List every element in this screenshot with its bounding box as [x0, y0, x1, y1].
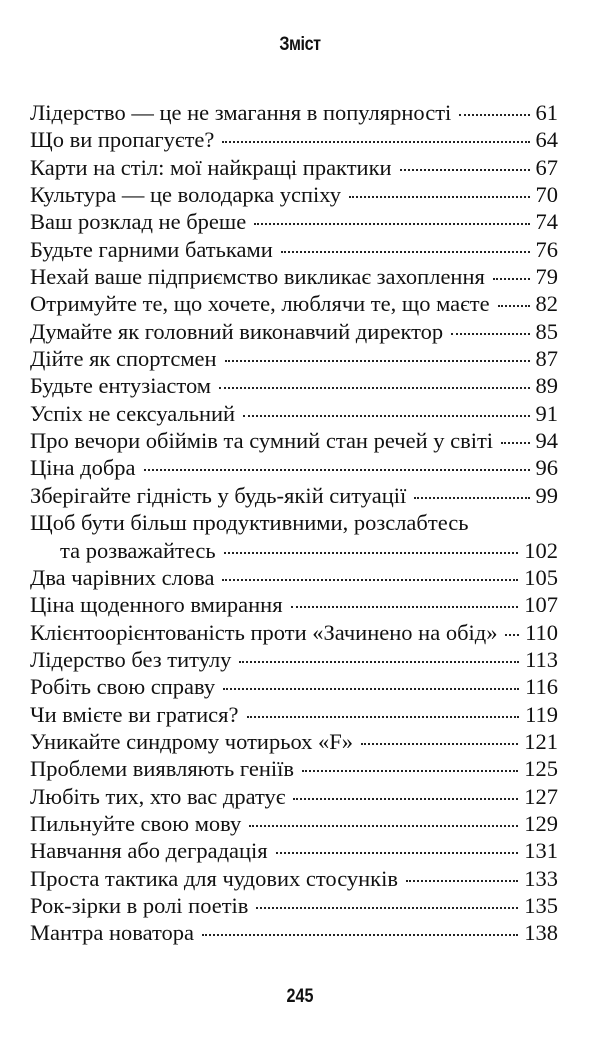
toc-entry [30, 126, 558, 153]
toc-entry-page: 67 [535, 154, 558, 180]
toc-entry-title: Успіх не сексуальний [30, 400, 236, 426]
toc-entry-page: 131 [524, 838, 558, 864]
toc-entry-page: 87 [535, 346, 558, 372]
toc-entry-title: Будьте ентузіастом [30, 373, 212, 399]
toc-entry-title: Ваш розклад не бреше [30, 209, 247, 235]
dot-leader [202, 934, 518, 936]
toc-entry-page: 70 [535, 182, 558, 208]
dot-leader [249, 825, 518, 827]
dot-leader [501, 442, 529, 444]
toc-entry-page: 64 [535, 127, 558, 153]
toc-entry [30, 837, 558, 864]
toc-entry-title: Щоб бути більш продуктивними, розслабтесь [30, 510, 469, 536]
toc-entry-page: 138 [524, 920, 558, 946]
toc-entry-title: Мантра новатора [30, 920, 195, 946]
toc-entry-page: 105 [524, 564, 558, 590]
toc-entry-title: Два чарівних слова [30, 564, 215, 590]
toc-entry [30, 783, 558, 810]
dot-leader [414, 497, 529, 499]
toc-entry-page: 79 [535, 264, 558, 290]
toc-entry-title: Рок-зірки в ролі поетів [30, 892, 249, 918]
dot-leader [144, 469, 530, 471]
toc-entry [30, 619, 558, 646]
toc-entry-title: Навчання або деградація [30, 838, 268, 864]
toc-entry-title: Проблеми виявляють геніїв [30, 756, 294, 782]
toc-entry-title: Проста тактика для чудових стосунків [30, 865, 398, 891]
dot-leader [222, 579, 518, 581]
dot-leader [498, 305, 530, 307]
toc-entry [30, 427, 558, 454]
toc-entry [30, 591, 558, 618]
dot-leader [459, 114, 529, 116]
toc-entry-page: 91 [535, 400, 558, 426]
toc-entry-title: Робіть свою справу [30, 674, 216, 700]
toc-entry [30, 509, 558, 536]
toc-entry [30, 290, 558, 317]
toc-entry [30, 673, 558, 700]
dot-leader [361, 743, 518, 745]
toc-entry [30, 208, 558, 235]
dot-leader [225, 360, 530, 362]
toc-entry [30, 400, 558, 427]
toc-entry-page: 99 [535, 482, 558, 508]
toc-entry [30, 482, 558, 509]
toc-entry [30, 236, 558, 263]
dot-leader [406, 880, 518, 882]
toc-entry-page: 133 [524, 865, 558, 891]
toc-entry [30, 728, 558, 755]
dot-leader [222, 141, 529, 143]
toc-entry [30, 345, 558, 372]
toc-entry-page: 125 [524, 756, 558, 782]
toc-entry [30, 454, 558, 481]
toc-entry-title: Уникайте синдрому чотирьох «F» [30, 728, 354, 754]
dot-leader [247, 716, 520, 718]
toc-entry-title: та розважайтесь [60, 537, 216, 563]
toc-entry [30, 810, 558, 837]
toc-entry-title: Що ви пропагуєте? [30, 127, 215, 153]
toc-entry-title: Ціна щоденного вмирання [30, 592, 283, 618]
toc-entry-title: Чи вмієте ви гратися? [30, 701, 239, 727]
dot-leader [302, 770, 518, 772]
toc-entry-title: Про вечори обіймів та сумний стан речей у світі [30, 428, 494, 454]
dot-leader [400, 169, 530, 171]
toc-entry-page: 129 [524, 810, 558, 836]
toc-entry [30, 263, 558, 290]
toc-entry-page: 76 [535, 236, 558, 262]
toc-entry [30, 701, 558, 728]
toc-entry-page: 107 [524, 592, 558, 618]
toc-entry-title: Культура — це володарка успіху [30, 182, 341, 208]
toc-entry-title: Думайте як головний виконавчий директор [30, 318, 444, 344]
toc-entry-page: 110 [525, 619, 558, 645]
toc-entry-continuation [30, 537, 558, 564]
toc-entry-title: Будьте гарними батьками [30, 236, 273, 262]
dot-leader [349, 196, 530, 198]
page-number: 245 [286, 986, 314, 1007]
dot-leader [291, 606, 519, 608]
toc-entry [30, 892, 558, 919]
toc-entry-page: 116 [525, 674, 558, 700]
toc-entry-title: Лідерство без титулу [30, 646, 232, 672]
toc-entry [30, 865, 558, 892]
dot-leader [256, 907, 518, 909]
toc-entry-page: 102 [524, 537, 558, 563]
dot-leader [219, 387, 529, 389]
page-title: Зміст [279, 34, 321, 55]
dot-leader [254, 223, 529, 225]
dot-leader [223, 688, 519, 690]
dot-leader [293, 798, 518, 800]
toc-entry-page: 85 [535, 318, 558, 344]
dot-leader [239, 661, 519, 663]
dot-leader [243, 415, 529, 417]
toc-entry-title: Зберігайте гідність у будь-якій ситуації [30, 482, 407, 508]
toc-entry-page: 82 [535, 291, 558, 317]
toc-entry [30, 646, 558, 673]
dot-leader [276, 852, 519, 854]
toc-entry-title: Клієнтоорієнтованість проти «Зачинено на обід» [30, 619, 498, 645]
toc-entry-title: Дійте як спортсмен [30, 346, 217, 372]
dot-leader [451, 333, 529, 335]
toc-entry-page: 113 [525, 646, 558, 672]
toc-entry-title: Карти на стіл: мої найкращі практики [30, 154, 392, 180]
toc-entry-title: Отримуйте те, що хочете, люблячи те, що маєте [30, 291, 490, 317]
table-of-contents [30, 99, 558, 947]
toc-entry [30, 154, 558, 181]
toc-entry-title: Ціна добра [30, 455, 136, 481]
toc-entry [30, 181, 558, 208]
toc-entry-page: 127 [524, 783, 558, 809]
toc-entry-title: Любіть тих, хто вас дратує [30, 783, 286, 809]
toc-entry-page: 121 [524, 728, 558, 754]
toc-entry-page: 96 [535, 455, 558, 481]
dot-leader [281, 251, 530, 253]
toc-entry-title: Пильнуйте свою мову [30, 810, 242, 836]
toc-entry [30, 919, 558, 946]
dot-leader [224, 552, 519, 554]
toc-entry-page: 119 [525, 701, 558, 727]
dot-leader [493, 278, 530, 280]
toc-entry-title: Нехай ваше підприємство викликає захоплення [30, 264, 485, 290]
toc-entry [30, 564, 558, 591]
toc-entry-page: 135 [524, 892, 558, 918]
toc-entry [30, 755, 558, 782]
toc-entry-page: 61 [535, 100, 558, 125]
toc-entry [30, 99, 558, 126]
toc-entry [30, 318, 558, 345]
toc-entry-page: 94 [535, 428, 558, 454]
dot-leader [505, 634, 519, 636]
toc-entry-title: Лідерство — це не змагання в популярності [30, 100, 452, 125]
toc-entry-page: 89 [535, 373, 558, 399]
toc-entry-page: 74 [535, 209, 558, 235]
toc-entry [30, 372, 558, 399]
